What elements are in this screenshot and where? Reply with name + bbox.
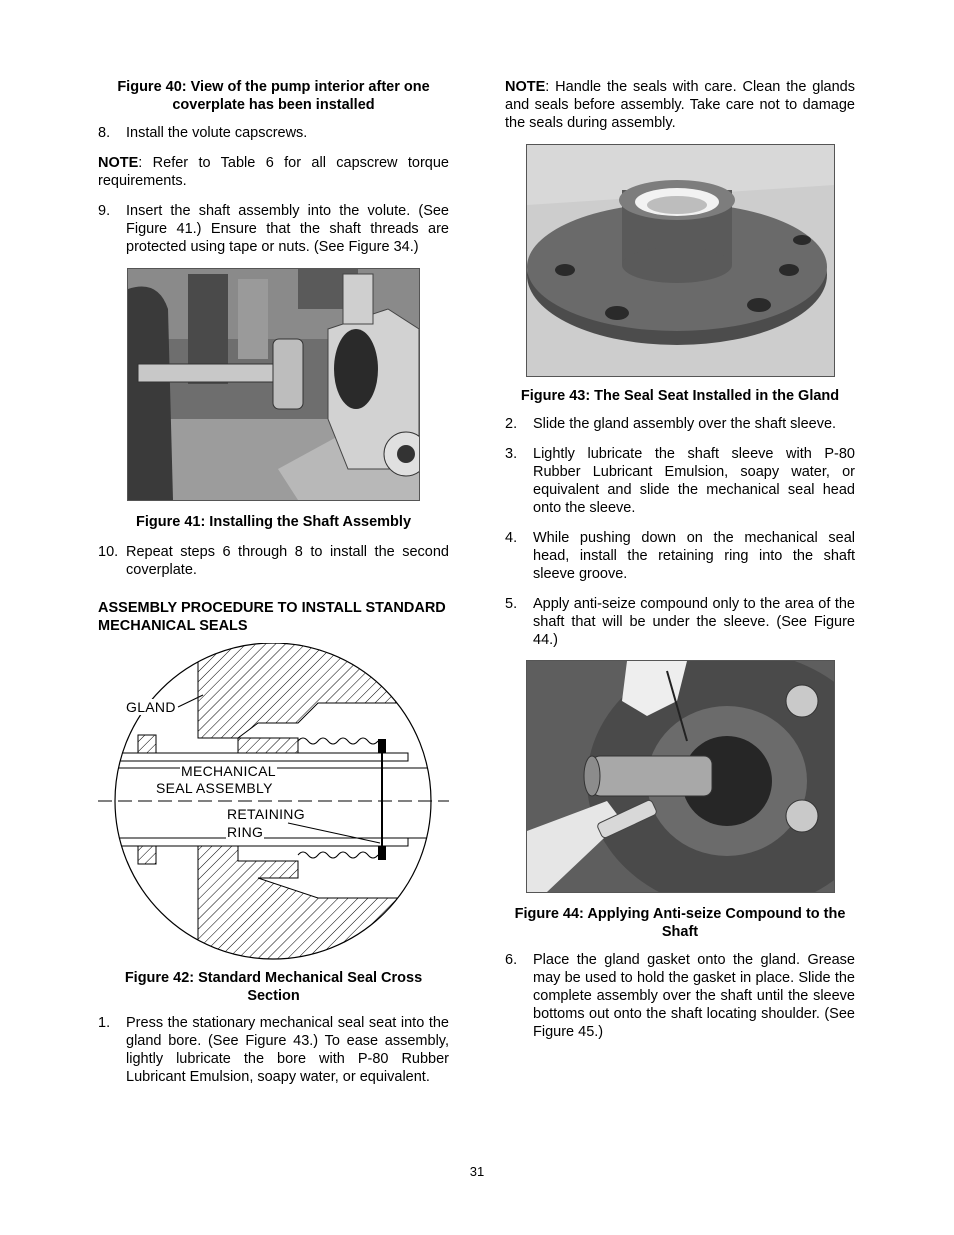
gland-label: GLAND bbox=[126, 699, 176, 715]
ring-label: RING bbox=[227, 824, 264, 840]
seal-assembly-label: SEAL ASSEMBLY bbox=[156, 780, 273, 796]
step-8 bbox=[98, 124, 449, 142]
step-3 bbox=[505, 445, 855, 517]
step-text: Slide the gland assembly over the shaft sleeve. bbox=[533, 416, 837, 432]
figure-40-caption: Figure 40: View of the pump interior after one coverplate has been installed bbox=[117, 79, 430, 113]
figure-42-diagram bbox=[98, 643, 449, 961]
figure-41-photo bbox=[127, 268, 420, 501]
step-number: 10. bbox=[98, 544, 119, 560]
left-column bbox=[98, 78, 449, 1086]
step-text: Press the stationary mechanical seal seat into the gland bore. (See Figure 43.) To ease assembly, lightly lubricate the bore with P-80 Rubber Lubricant Emulsion, soapy water, or equivalent. bbox=[126, 1015, 449, 1085]
step-text: Insert the shaft assembly into the volute. (See Figure 41.) Ensure that the shaft threads are protected using tape or nuts. (See Figure 34.) bbox=[126, 203, 449, 255]
right-column bbox=[505, 78, 855, 1041]
note-label: NOTE bbox=[98, 155, 139, 171]
step-number: 2. bbox=[505, 416, 518, 432]
note-label: NOTE bbox=[505, 79, 546, 95]
figure-43-photo bbox=[526, 144, 835, 377]
step-2 bbox=[505, 415, 855, 433]
step-4 bbox=[505, 529, 855, 583]
note-handle-seals bbox=[505, 78, 855, 132]
figure-44-caption: Figure 44: Applying Anti-seize Compound to the Shaft bbox=[514, 906, 846, 940]
step-number: 9. bbox=[98, 203, 111, 219]
step-text: Apply anti-seize compound only to the area of the shaft that will be under the sleeve. (See Figure 44.) bbox=[533, 596, 855, 648]
figure-42-caption: Figure 42: Standard Mechanical Seal Cross Section bbox=[124, 970, 423, 1004]
figure-43-caption: Figure 43: The Seal Seat Installed in the Gland bbox=[520, 388, 840, 404]
note-text: : Refer to Table 6 for all capscrew torque requirements. bbox=[98, 155, 449, 189]
note-text: : Handle the seals with care. Clean the glands and seals before assembly. Take care not to damage the seals during assembly. bbox=[505, 79, 855, 131]
step-text: Install the volute capscrews. bbox=[126, 125, 308, 141]
section-heading: ASSEMBLY PROCEDURE TO INSTALL STANDARD MECHANICAL SEALS bbox=[98, 600, 446, 634]
step-text: Repeat steps 6 through 8 to install the second coverplate. bbox=[126, 544, 449, 578]
step-number: 3. bbox=[505, 446, 518, 462]
step-number: 4. bbox=[505, 530, 518, 546]
step-6 bbox=[505, 951, 855, 1041]
page-number: 31 bbox=[469, 1164, 485, 1179]
mechanical-label: MECHANICAL bbox=[181, 763, 276, 779]
step-text: While pushing down on the mechanical seal head, install the retaining ring into the shaft sleeve groove. bbox=[533, 530, 855, 582]
step-number: 6. bbox=[505, 952, 518, 968]
figure-44-photo bbox=[526, 660, 835, 893]
step-5 bbox=[505, 595, 855, 649]
step-number: 5. bbox=[505, 596, 518, 612]
step-number: 8. bbox=[98, 125, 111, 141]
step-number: 1. bbox=[98, 1015, 111, 1031]
step-1 bbox=[98, 1014, 449, 1086]
step-9 bbox=[98, 202, 449, 256]
step-10 bbox=[98, 543, 449, 579]
figure-41-caption: Figure 41: Installing the Shaft Assembly bbox=[135, 514, 412, 530]
step-text: Place the gland gasket onto the gland. Grease may be used to hold the gasket in place. Slide the complete assembly over the shaft until the sleeve bottoms out onto the shaft locating shoulder. (See Figure 45.) bbox=[533, 952, 855, 1040]
note-torque bbox=[98, 154, 449, 190]
retaining-label: RETAINING bbox=[227, 806, 305, 822]
step-text: Lightly lubricate the shaft sleeve with P-80 Rubber Lubricant Emulsion, soapy water, or equivalent and slide the mechanical seal head onto the sleeve. bbox=[533, 446, 855, 516]
